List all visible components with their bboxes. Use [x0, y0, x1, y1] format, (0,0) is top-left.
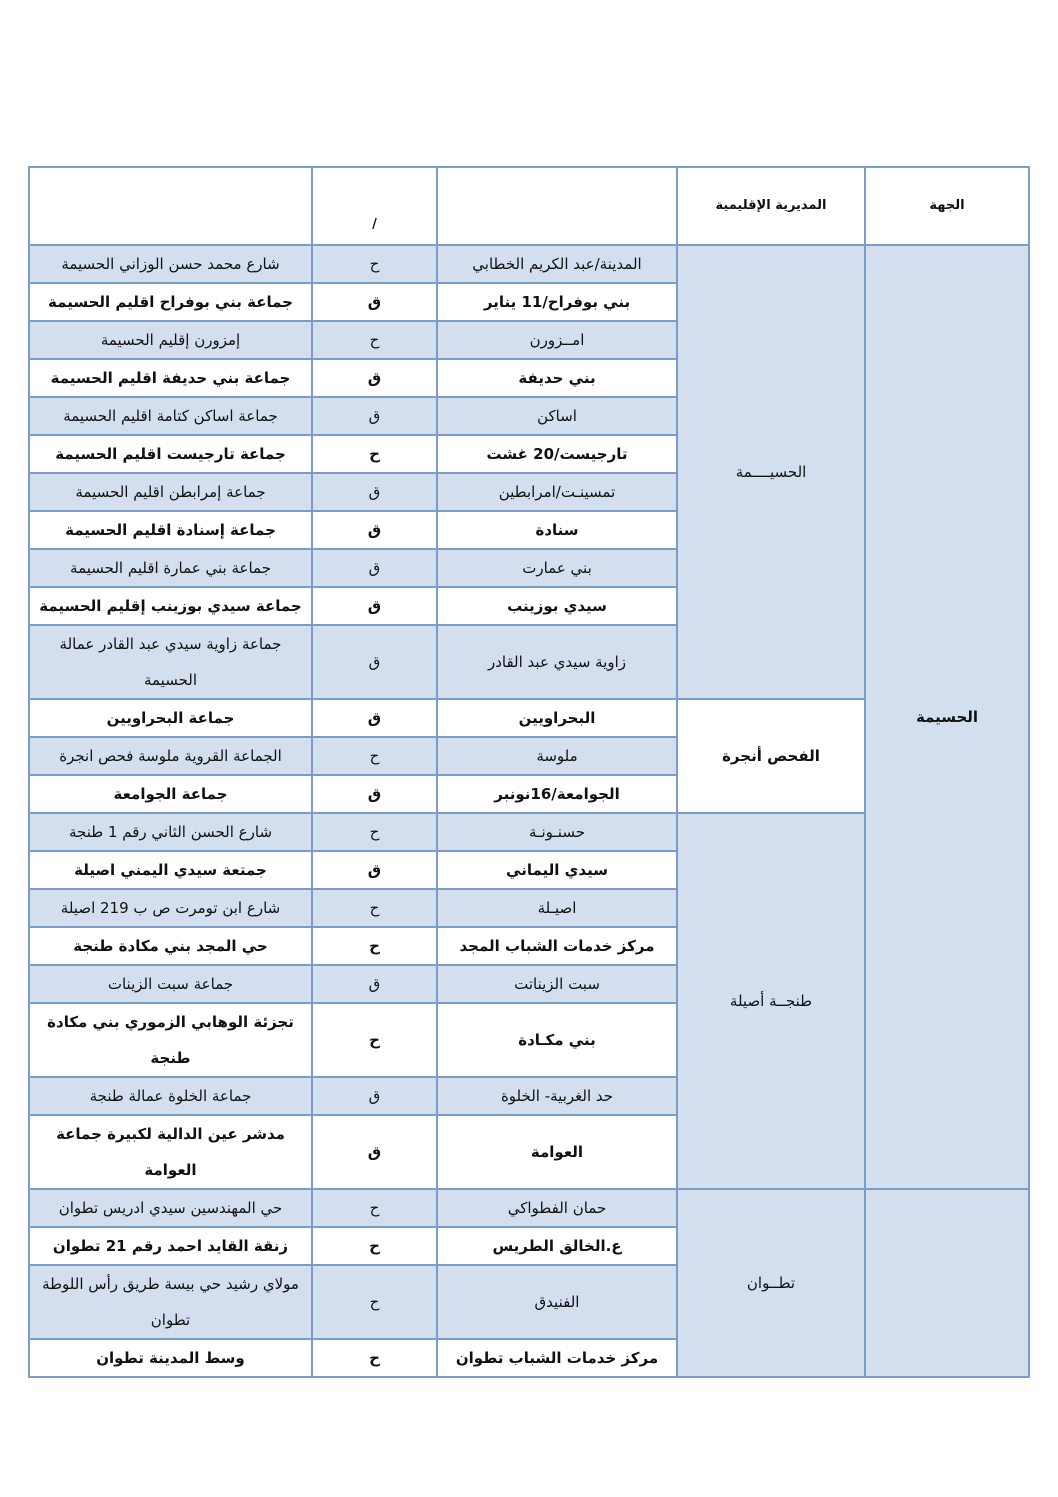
center-type: ح [312, 889, 437, 927]
center-type: ح [312, 321, 437, 359]
header-directorate: المديرية الإقليمية [677, 167, 865, 245]
center-type: ق [312, 283, 437, 321]
center-type: ح [312, 1227, 437, 1265]
center-address: جماعة بني حديفة اقليم الحسيمة [29, 359, 312, 397]
header-row [29, 167, 1029, 245]
center-name: العوامة [437, 1115, 677, 1189]
center-name: بني عمارت [437, 549, 677, 587]
center-address: جماعة إمرابطن اقليم الحسيمة [29, 473, 312, 511]
center-name: مركز خدمات الشباب تطوان [437, 1339, 677, 1377]
center-address: مدشر عين الدالية لكبيرة جماعة العوامة [29, 1115, 312, 1189]
center-type: ق [312, 549, 437, 587]
center-address: الجماعة القروية ملوسة فحص انجرة [29, 737, 312, 775]
center-address: شارع ابن تومرت ص ب 219 اصيلة [29, 889, 312, 927]
center-name: تارجيست/20 غشت [437, 435, 677, 473]
center-name: البحراويين [437, 699, 677, 737]
center-address: زنقة القايد احمد رقم 21 تطوان [29, 1227, 312, 1265]
center-type: ق [312, 775, 437, 813]
center-name: اساكن [437, 397, 677, 435]
center-address: شارع الحسن الثاني رقم 1 طنجة [29, 813, 312, 851]
center-name: بني حديفة [437, 359, 677, 397]
center-type: ق [312, 965, 437, 1003]
center-address: جماعة إسنادة اقليم الحسيمة [29, 511, 312, 549]
center-address: حي المجد بني مكادة طنجة [29, 927, 312, 965]
center-type: ق [312, 699, 437, 737]
header-address [29, 167, 312, 245]
center-address: جماعة زاوية سيدي عبد القادر عمالة الحسيمة [29, 625, 312, 699]
center-address: وسط المدينة تطوان [29, 1339, 312, 1377]
center-address: جماعة بني بوفراح اقليم الحسيمة [29, 283, 312, 321]
center-address: جماعة سيدي بوزينب إقليم الحسيمة [29, 587, 312, 625]
center-address: جماعة الجوامعة [29, 775, 312, 813]
center-name: مركز خدمات الشباب المجد [437, 927, 677, 965]
center-name: الفنيدق [437, 1265, 677, 1339]
directorate-tanger-assilah: طنجــة أصيلة [677, 813, 865, 1189]
center-address: جماعة تارجيست اقليم الحسيمة [29, 435, 312, 473]
directorate-tetouan: تطــوان [677, 1189, 865, 1377]
center-type: ح [312, 435, 437, 473]
center-address: جماعة اساكن كتامة اقليم الحسيمة [29, 397, 312, 435]
region-cell: الحسيمة [865, 245, 1029, 1189]
center-name: امــزورن [437, 321, 677, 359]
table-row [29, 245, 1029, 283]
center-type: ق [312, 1077, 437, 1115]
center-type: ق [312, 1115, 437, 1189]
center-type: ح [312, 737, 437, 775]
center-name: تمسينـت/امرابطين [437, 473, 677, 511]
centers-table [28, 166, 1030, 1378]
center-type: ق [312, 397, 437, 435]
center-type: ق [312, 359, 437, 397]
center-address: شارع محمد حسن الوزاني الحسيمة [29, 245, 312, 283]
center-name: سيدي بوزينب [437, 587, 677, 625]
center-address: تجزئة الوهابي الزموري بني مكادة طنجة [29, 1003, 312, 1077]
center-type: ح [312, 1189, 437, 1227]
center-name: بني بوفراح/11 يناير [437, 283, 677, 321]
center-name: سبت الزيناتت [437, 965, 677, 1003]
center-address: حي المهندسين سيدي ادريس تطوان [29, 1189, 312, 1227]
center-address: مولاي رشيد حي بيسة طريق رأس اللوطة تطوان [29, 1265, 312, 1339]
center-type: ح [312, 813, 437, 851]
center-name: بني مكـادة [437, 1003, 677, 1077]
table-row [29, 1189, 1029, 1227]
center-type: ح [312, 245, 437, 283]
center-address: جماعة الخلوة عمالة طنجة [29, 1077, 312, 1115]
center-type: ح [312, 1003, 437, 1077]
center-name: زاوية سيدي عبد القادر [437, 625, 677, 699]
center-type: ح [312, 1265, 437, 1339]
center-type: ق [312, 851, 437, 889]
center-type: ح [312, 927, 437, 965]
center-type: ح [312, 1339, 437, 1377]
center-address: جماعة البحراويين [29, 699, 312, 737]
header-region: الجهة [865, 167, 1029, 245]
center-address: جمتعة سيدي اليمني اصيلة [29, 851, 312, 889]
center-name: سيدي اليماني [437, 851, 677, 889]
center-name: الجوامعة/16نونبر [437, 775, 677, 813]
center-type: ق [312, 587, 437, 625]
center-name: ع.الخالق الطريس [437, 1227, 677, 1265]
center-name: ملوسة [437, 737, 677, 775]
center-address: جماعة بني عمارة اقليم الحسيمة [29, 549, 312, 587]
directorate-hoceima: الحسيــــمة [677, 245, 865, 699]
header-name [437, 167, 677, 245]
center-name: سنادة [437, 511, 677, 549]
center-name: حمان الفطواكي [437, 1189, 677, 1227]
center-type: ق [312, 511, 437, 549]
center-name: حد الغربية- الخلوة [437, 1077, 677, 1115]
center-name: المدينة/عبد الكريم الخطابي [437, 245, 677, 283]
center-name: اصيـلة [437, 889, 677, 927]
center-type: ق [312, 625, 437, 699]
directorate-fahs-anjra: الفحص أنجرة [677, 699, 865, 813]
region-cell-empty [865, 1189, 1029, 1377]
center-type: ق [312, 473, 437, 511]
center-name: حسنـونـة [437, 813, 677, 851]
center-address: إمزورن إقليم الحسيمة [29, 321, 312, 359]
center-address: جماعة سبت الزينات [29, 965, 312, 1003]
header-type: / [312, 167, 437, 245]
